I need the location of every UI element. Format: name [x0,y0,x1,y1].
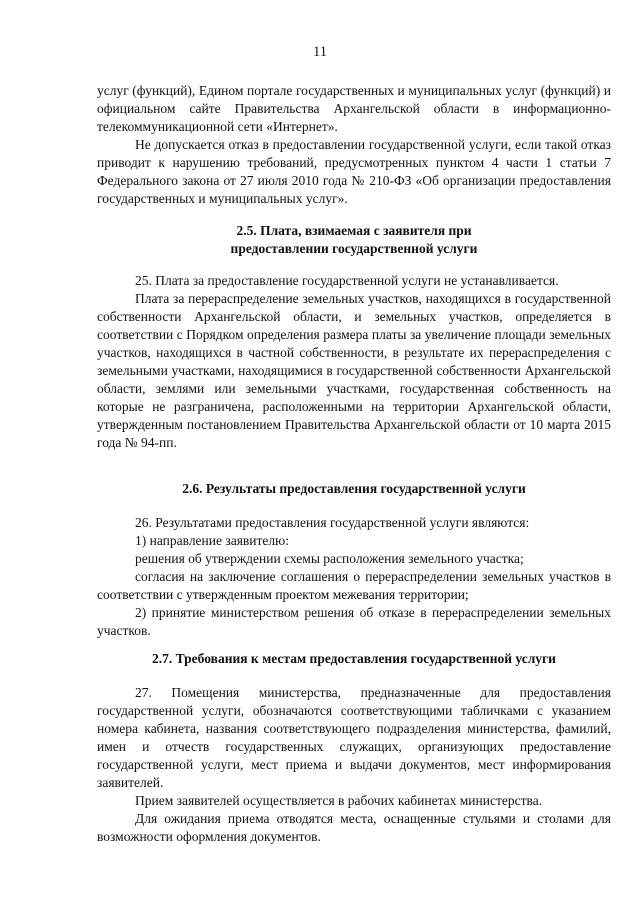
section-heading-2-6: 2.6. Результаты предоставления государственной услуги [182,481,526,496]
page-number: 11 [313,44,327,60]
section-2-7-body [97,684,611,846]
section-2-6-body [97,514,611,640]
heading-line: 2.5. Плата, взимаемая с заявителя при [236,223,472,238]
section-heading-2-7: 2.7. Требования к местам предоставления государственной услуги [152,651,556,666]
paragraph: Не допускается отказ в предоставлении государственной услуги, если такой отказ приводит к нарушению требований, предусмотренных пунктом 4 части 1 статьи 7 Федерального закона от 27 июля 2010 года № 210-ФЗ «Об организации предоставления государственных и муниципальных услуг». [97,137,611,206]
paragraph: Плата за перераспределение земельных участков, находящихся в государственной собственности Архангельской области, и земельных участков, определяется в соответствии с Порядком определения размера платы за увеличение площади земельных участков, находящихся в частной собственности, в результате их перераспределения с земельными участками, находящимися в государственной собственности Архангельской области, землями или земельными участками, государственная собственность на которые не разграничена, расположенными на территории Архангельской области, утвержденным постановлением Правительства Архангельской области от 10 марта 2015 года № 94-пп. [97,291,611,450]
paragraph: 26. Результатами предоставления государственной услуги являются: [135,515,530,530]
heading-line: предоставлении государственной услуги [230,241,478,256]
section-heading-2-5 [97,222,611,258]
section-2-5-body [97,272,611,452]
paragraph: Для ожидания приема отводятся места, оснащенные стульями и столами для возможности оформления документов. [97,811,611,844]
paragraph: 25. Плата за предоставление государственной услуги не устанавливается. [135,273,559,288]
paragraph: согласия на заключение соглашения о перераспределении земельных участков в соответствии с утвержденным проектом межевания территории; [97,569,611,602]
paragraph: 1) направление заявителю: [135,533,289,548]
paragraph: 27. Помещения министерства, предназначенные для предоставления государственной услуги, обозначаются соответствующими табличками с указанием номера кабинета, названия соответствующего подразделения министерства, фамилий, имен и отчеств государственных служащих, организующих предоставление государственной услуги, мест приема и выдачи документов, мест информирования заявителей. [97,685,611,790]
paragraph: 2) принятие министерством решения об отказе в перераспределении земельных участков. [97,605,611,638]
intro-block [97,82,611,208]
paragraph: услуг (функций), Едином портале государственных и муниципальных услуг (функций) и официальном сайте Правительства Архангельской области в информационно-телекоммуникационной сети «Интернет». [97,83,611,134]
paragraph: решения об утверждении схемы расположения земельного участка; [135,551,524,566]
paragraph: Прием заявителей осуществляется в рабочих кабинетах министерства. [135,793,543,808]
